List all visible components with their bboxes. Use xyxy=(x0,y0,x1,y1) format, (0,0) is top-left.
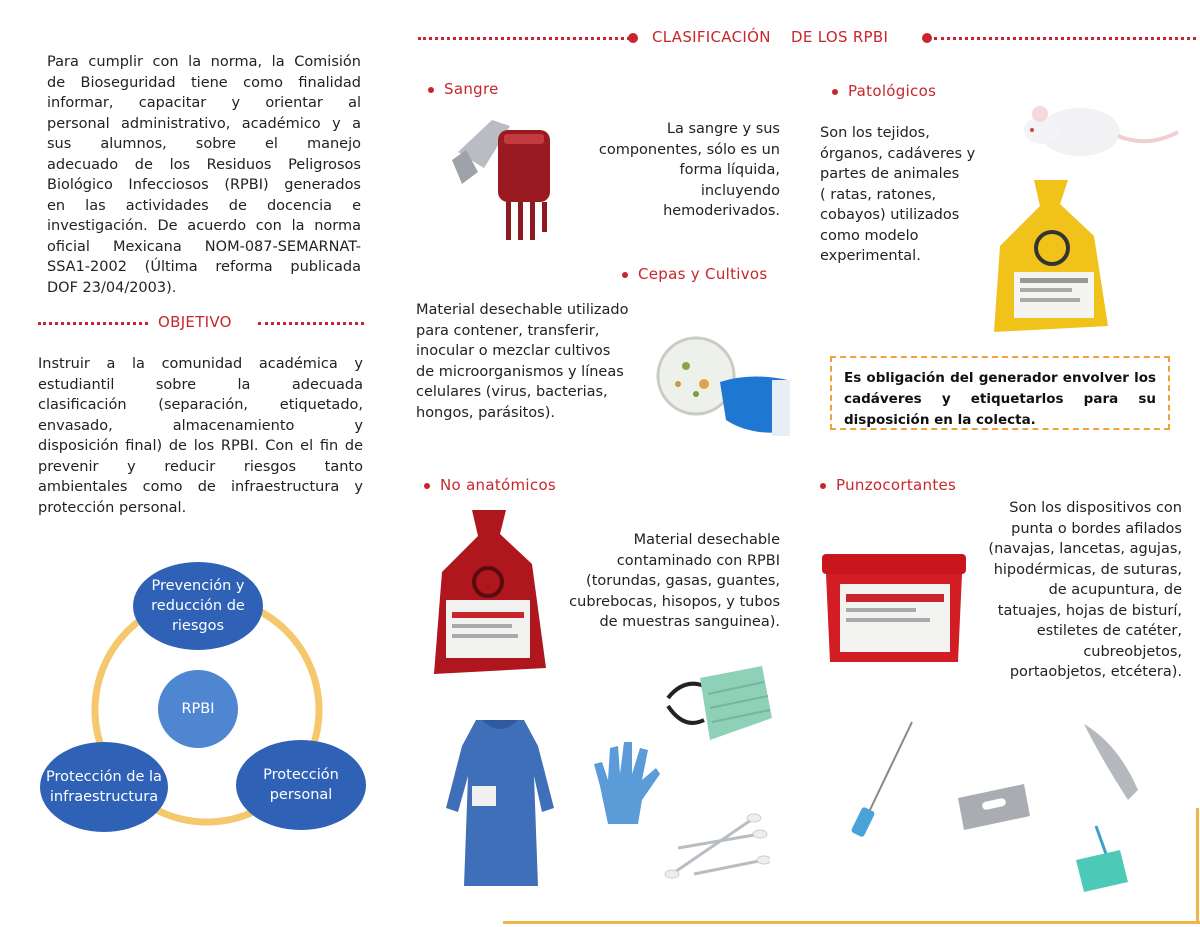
yellow-biohazard-bag-icon xyxy=(984,176,1122,336)
title-dot-left xyxy=(628,33,638,43)
razor-blade-icon xyxy=(952,780,1034,836)
diagram-node-prevention: Prevención y reducción de riesgos xyxy=(133,562,263,650)
objetivo-divider-left xyxy=(38,322,148,325)
sharps-container-icon xyxy=(818,550,970,668)
patologicos-text: Son los tejidos, órganos, cadáveres y partes de animales ( ratas, ratones, cobayos) utilizados como modelo experimental. xyxy=(820,125,976,264)
title-dot-right xyxy=(922,33,932,43)
bottom-rule xyxy=(503,921,1200,924)
glove-icon xyxy=(590,734,662,826)
bullet-icon xyxy=(622,272,628,278)
lab-mouse-icon xyxy=(1018,92,1180,164)
objetivo-paragraph: Instruir a la comunidad académica y estudiantil sobre la adecuada clasificación (separación, etiquetado, envasado, almacenamiento y disposición final) de los RPBI. Con el fin de prevenir y reducir riesgos tanto ambientales como de infraestructura y protección personal. xyxy=(38,356,363,516)
notice-box: Es obligación del generador envolver los cadáveres y etiquetarlos para su disposición en la colecta. xyxy=(830,356,1170,430)
bullet-icon xyxy=(820,483,826,489)
title-divider-left xyxy=(418,37,630,40)
catheter-icon xyxy=(1066,824,1136,896)
clasificacion-title: CLASIFICACIÓN DE LOS RPBI xyxy=(652,28,889,46)
bullet-icon xyxy=(424,483,430,489)
cepas-heading: Cepas y Cultivos xyxy=(622,265,768,283)
diagram-node-personal: Protección personal xyxy=(236,740,366,830)
sangre-heading: Sangre xyxy=(428,80,499,98)
scalpel-blade-icon xyxy=(1078,720,1148,806)
patologicos-heading: Patológicos xyxy=(832,82,936,100)
bullet-icon xyxy=(832,89,838,95)
no-anatomicos-text: Material desechable contaminado con RPBI (torundas, gasas, guantes, cubrebocas, hisopos, y tubos de muestras sanguinea). xyxy=(569,532,780,630)
punzocortantes-text: Son los dispositivos con punta o bordes afilados (navajas, lancetas, agujas, hipodérmicas, de suturas, de acupuntura, de tatuajes, hojas de bisturí, estiletes de catéter, cubreobjetos, portaobjetos, etcétera). xyxy=(988,500,1182,680)
diagram-node-center: RPBI xyxy=(158,670,238,748)
bullet-icon xyxy=(428,87,434,93)
title-divider-right xyxy=(934,37,1196,40)
cepas-text: Material desechable utilizado para contener, transferir, inocular o mezclar cultivos de microorganismos y líneas celulares (virus, bacterias, hongos, parásitos). xyxy=(416,302,629,421)
objetivo-divider-right xyxy=(258,322,364,325)
surgical-gown-icon xyxy=(442,716,558,892)
diagram-node-infrastructure: Protección de la infraestructura xyxy=(40,742,168,832)
cotton-swabs-icon xyxy=(664,804,770,880)
right-rule xyxy=(1196,808,1199,921)
petri-dish-icon xyxy=(640,332,790,442)
no-anatomicos-heading: No anatómicos xyxy=(424,476,556,494)
punzocortantes-heading: Punzocortantes xyxy=(820,476,956,494)
objetivo-heading: OBJETIVO xyxy=(158,313,232,331)
intro-paragraph: Para cumplir con la norma, la Comisión de Bioseguridad tiene como finalidad informar, capacitar y orientar al personal administrativo, académico y a sus alumnos, sobre el manejo adecuado de los Residuos Peligrosos Biológico Infecciosos (RPBI) generados en las actividades de docencia e investigación. De acuerdo con la norma oficial Mexicana NOM-087-SEMARNAT- SSA1-2002 (Última reforma publicada DOF 23/04/2003). xyxy=(47,54,361,296)
face-mask-icon xyxy=(664,658,776,748)
syringe-needle-icon xyxy=(842,718,918,840)
sangre-text: La sangre y sus componentes, sólo es un forma líquida, incluyendo hemoderivados. xyxy=(598,121,780,219)
blood-bag-icon xyxy=(452,112,560,242)
red-biohazard-bag-icon xyxy=(428,508,552,678)
